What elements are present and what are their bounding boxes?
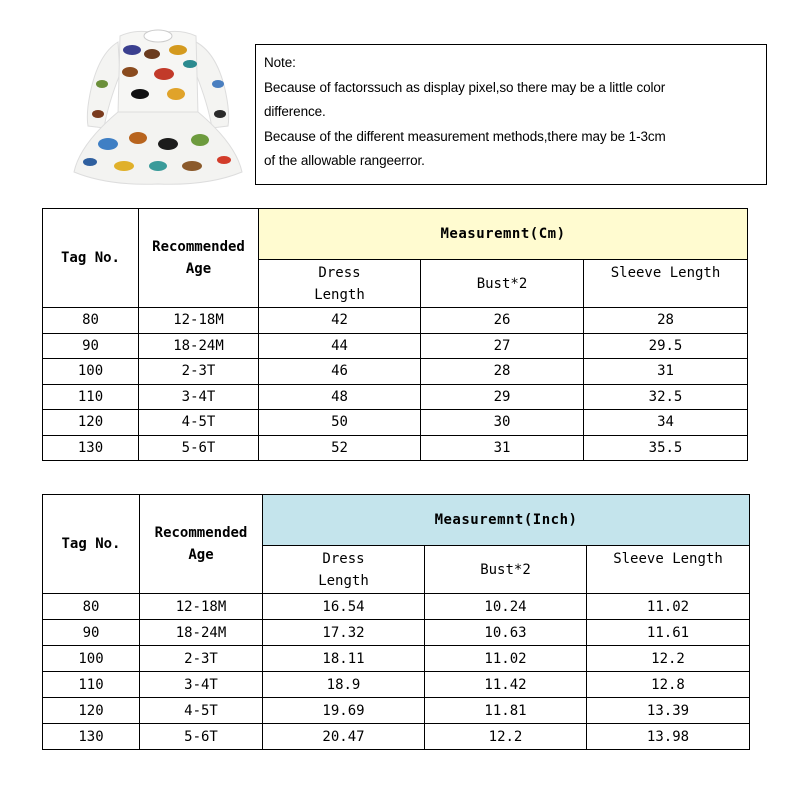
- cell-dress-length: 16.54: [263, 594, 425, 620]
- cell-age: 12-18M: [140, 594, 263, 620]
- cell-age: 3-4T: [139, 384, 259, 410]
- cell-age: 2-3T: [139, 359, 259, 385]
- cell-sleeve-length: 35.5: [584, 435, 748, 461]
- cell-bust: 12.2: [425, 724, 587, 750]
- cell-dress-length: 50: [259, 410, 421, 436]
- table-row: [43, 384, 748, 410]
- cell-age: 2-3T: [140, 646, 263, 672]
- cell-tag-no: 110: [43, 672, 140, 698]
- header-dress-line1: Dress: [322, 551, 365, 567]
- cell-tag-no: 80: [43, 594, 140, 620]
- table-row: [43, 594, 750, 620]
- note-line: Because of the different measurement methods,there may be 1-3cm: [264, 128, 666, 144]
- cell-sleeve-length: 12.2: [587, 646, 750, 672]
- table-row: [43, 646, 750, 672]
- cell-dress-length: 42: [259, 308, 421, 334]
- cell-sleeve-length: 12.8: [587, 672, 750, 698]
- header-measurement-inch: Measuremnt(Inch): [263, 495, 750, 546]
- table-row: [43, 308, 748, 334]
- dress-image: [68, 14, 248, 194]
- cell-bust: 29: [421, 384, 584, 410]
- cell-tag-no: 130: [43, 724, 140, 750]
- cell-sleeve-length: 11.02: [587, 594, 750, 620]
- size-table-inch: [42, 494, 750, 750]
- header-dress-line2: Length: [314, 287, 365, 303]
- cell-sleeve-length: 34: [584, 410, 748, 436]
- cell-bust: 10.24: [425, 594, 587, 620]
- cell-sleeve-length: 32.5: [584, 384, 748, 410]
- cell-bust: 11.42: [425, 672, 587, 698]
- header-tag-no: Tag No.: [43, 495, 140, 594]
- cell-bust: 30: [421, 410, 584, 436]
- note-line: of the allowable rangeerror.: [264, 153, 425, 168]
- size-table-cm: [42, 208, 748, 461]
- cell-tag-no: 130: [43, 435, 139, 461]
- header-sleeve-length: Sleeve Length: [587, 546, 750, 594]
- cell-dress-length: 18.9: [263, 672, 425, 698]
- header-dress-length: [259, 260, 421, 308]
- table-row: [43, 620, 750, 646]
- cell-dress-length: 18.11: [263, 646, 425, 672]
- table-row: [43, 698, 750, 724]
- cell-tag-no: 110: [43, 384, 139, 410]
- cell-age: 18-24M: [139, 333, 259, 359]
- cell-bust: 11.02: [425, 646, 587, 672]
- cell-bust: 27: [421, 333, 584, 359]
- cell-age: 4-5T: [140, 698, 263, 724]
- cell-sleeve-length: 11.61: [587, 620, 750, 646]
- header-age-line1: Recommended: [152, 239, 245, 255]
- cell-dress-length: 52: [259, 435, 421, 461]
- header-sleeve-length: Sleeve Length: [584, 260, 748, 308]
- cell-dress-length: 46: [259, 359, 421, 385]
- note-box: [255, 44, 767, 185]
- cell-bust: 10.63: [425, 620, 587, 646]
- cell-age: 18-24M: [140, 620, 263, 646]
- cell-age: 5-6T: [139, 435, 259, 461]
- cell-dress-length: 48: [259, 384, 421, 410]
- table-row: [43, 435, 748, 461]
- cell-tag-no: 120: [43, 698, 140, 724]
- header-age-line2: Age: [185, 261, 212, 277]
- cell-age: 12-18M: [139, 308, 259, 334]
- header-dress-length: [263, 546, 425, 594]
- header-recommended-age: [139, 209, 259, 308]
- table-row: [43, 672, 750, 698]
- cell-bust: 31: [421, 435, 584, 461]
- cell-tag-no: 100: [43, 646, 140, 672]
- header-bust: Bust*2: [425, 546, 587, 594]
- header-bust: Bust*2: [421, 260, 584, 308]
- cell-sleeve-length: 13.39: [587, 698, 750, 724]
- header-age-line1: Recommended: [154, 525, 248, 541]
- cell-sleeve-length: 31: [584, 359, 748, 385]
- cell-bust: 28: [421, 359, 584, 385]
- header-recommended-age: [140, 495, 263, 594]
- cell-dress-length: 20.47: [263, 724, 425, 750]
- cell-tag-no: 100: [43, 359, 139, 385]
- cell-sleeve-length: 29.5: [584, 333, 748, 359]
- cell-tag-no: 80: [43, 308, 139, 334]
- header-tag-no: Tag No.: [43, 209, 139, 308]
- cell-bust: 11.81: [425, 698, 587, 724]
- cell-dress-length: 17.32: [263, 620, 425, 646]
- cell-tag-no: 90: [43, 620, 140, 646]
- header-age-line2: Age: [188, 547, 214, 563]
- cell-dress-length: 44: [259, 333, 421, 359]
- table-row: [43, 724, 750, 750]
- header-dress-line2: Length: [318, 573, 369, 589]
- cell-sleeve-length: 13.98: [587, 724, 750, 750]
- note-title: Note:: [264, 55, 296, 70]
- table-row: [43, 410, 748, 436]
- header-dress-line1: Dress: [318, 265, 361, 281]
- table-row: [43, 333, 748, 359]
- cell-age: 3-4T: [140, 672, 263, 698]
- note-line: difference.: [264, 104, 326, 119]
- cell-dress-length: 19.69: [263, 698, 425, 724]
- cell-sleeve-length: 28: [584, 308, 748, 334]
- note-line: Because of factorssuch as display pixel,so there may be a little color: [264, 79, 666, 95]
- cell-bust: 26: [421, 308, 584, 334]
- cell-age: 4-5T: [139, 410, 259, 436]
- cell-tag-no: 120: [43, 410, 139, 436]
- cell-tag-no: 90: [43, 333, 139, 359]
- header-measurement-cm: Measuremnt(Cm): [259, 209, 748, 260]
- table-row: [43, 359, 748, 385]
- cell-age: 5-6T: [140, 724, 263, 750]
